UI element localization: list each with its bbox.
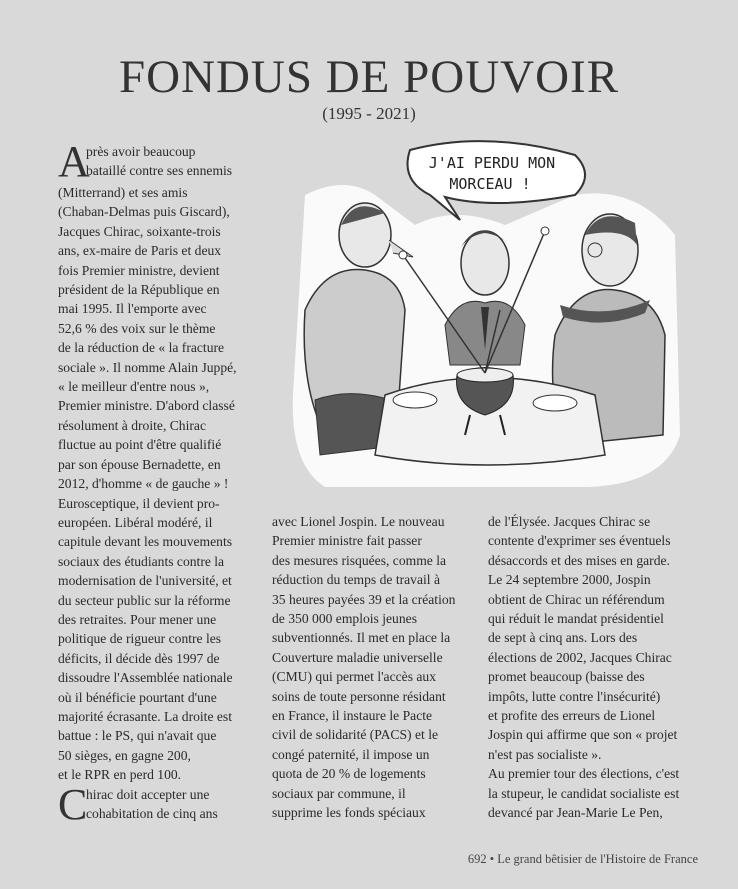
col1-line: résolument à droite, Chirac — [58, 417, 206, 433]
col2-line: Premier ministre fait passer — [272, 533, 422, 549]
speech-line-2: MORCEAU ! — [449, 175, 531, 193]
col1-line: Eurosceptique, il devient pro- — [58, 495, 220, 511]
col1-line: hirac doit accepter une — [86, 786, 210, 802]
col3-line: Jospin qui affirme que son « projet — [488, 727, 678, 743]
col1-line: des retraites. Pour mener une — [58, 611, 217, 627]
col1-line: 50 sièges, en gagne 200, — [58, 747, 191, 763]
col3-line: Le 24 septembre 2000, Jospin — [488, 572, 651, 588]
col1-line: capitule devant les mouvements — [58, 534, 233, 550]
col2-line: supprime les fonds spéciaux — [272, 805, 426, 821]
col3-line: Au premier tour des élections, c'est — [488, 766, 680, 782]
col3-line: désaccords et des mises en garde. — [488, 552, 670, 568]
col1-line: fluctue au point d'être qualifié — [58, 437, 222, 453]
col2-line: subventionnés. Il met en place la — [272, 630, 451, 646]
col1-line: fois Premier ministre, devient — [58, 262, 220, 278]
col1-line: Jacques Chirac, soixante-trois — [58, 223, 221, 239]
col2-line: en France, il instaure le Pacte — [272, 708, 433, 724]
page-footer: 692 • Le grand bêtisier de l'Histoire de France — [467, 852, 698, 866]
col1-line: politique de rigueur contre les — [58, 631, 222, 647]
col1-line: où il bénéficie pourtant d'une — [58, 689, 217, 705]
col2-line: avec Lionel Jospin. Le nouveau — [272, 514, 445, 529]
col1-line: mai 1995. Il l'emporte avec — [58, 301, 207, 317]
col1-line: dissoudre l'Assemblée nationale — [58, 670, 233, 686]
col1-line: déficits, il décide dès 1997 de — [58, 650, 220, 666]
col2-line: congé paternité, il impose un — [272, 746, 430, 762]
col1-line: sociaux des étudiants contre la — [58, 553, 225, 569]
col1-line: Premier ministre. D'abord classé — [58, 398, 235, 414]
col1-line: ans, ex-maire de Paris et deux — [58, 243, 222, 259]
col3-line: devancé par Jean-Marie Le Pen, — [488, 805, 663, 821]
col3-line: contente d'exprimer ses éventuels — [488, 533, 671, 549]
page-title: FONDUS DE POUVOIR — [118, 51, 620, 103]
col2-line: 35 heures payées 39 et la création — [272, 591, 456, 607]
col2-line: de 350 000 emplois jeunes — [272, 611, 417, 627]
col2-line: réduction du temps de travail à — [272, 572, 440, 588]
col1-line: majorité écrasante. La droite est — [58, 708, 232, 724]
col3-line: n'est pas socialiste ». — [488, 746, 602, 762]
col1-line: européen. Libéral modéré, il — [58, 514, 213, 530]
col1-line: sociale ». Il nomme Alain Juppé, — [58, 359, 237, 375]
column-2 — [272, 512, 477, 823]
col3-line: élections de 2002, Jacques Chirac — [488, 649, 672, 665]
col1-line: par son épouse Bernadette, en — [58, 456, 221, 472]
col1-line: cohabitation de cinq ans — [86, 806, 218, 821]
col1-line: président de la République en — [58, 282, 220, 298]
col2-line: (CMU) qui permet l'accès aux — [272, 669, 437, 685]
col2-line: des mesures risquées, comme la — [272, 552, 447, 568]
col1-line: 2012, d'homme « de gauche » ! — [58, 476, 229, 492]
col1-line: modernisation de l'université, et — [58, 573, 232, 589]
col3-line: de l'Élysée. Jacques Chirac se — [488, 514, 651, 529]
col3-line: la stupeur, le candidat socialiste est — [488, 785, 680, 801]
col1-line: (Chaban-Delmas puis Giscard), — [58, 204, 230, 220]
dropcap-a: A — [58, 137, 90, 186]
col2-line: civil de solidarité (PACS) et le — [272, 727, 438, 743]
col3-line: qui réduit le mandat présidentiel — [488, 611, 664, 627]
column-1 — [58, 137, 258, 829]
col2-line: Couverture maladie universelle — [272, 649, 443, 665]
col1-line: battue : le PS, qui n'avait que — [58, 728, 217, 744]
col3-line: de sept à cinq ans. Lors des — [488, 630, 638, 646]
col2-line: sociaux par commune, il — [272, 785, 406, 801]
col3-line: et profite des erreurs de Lionel — [488, 708, 656, 724]
col3-line: obtient de Chirac un référendum — [488, 591, 665, 607]
cartoon-illustration — [285, 135, 685, 490]
col1-line: du secteur public sur la réforme — [58, 592, 231, 608]
speech-line-1: J'AI PERDU MON — [428, 154, 556, 172]
col2-line: soins de toute personne résidant — [272, 688, 446, 704]
col1-line: près avoir beaucoup — [86, 144, 196, 159]
col1-line: « le meilleur d'entre nous », — [58, 379, 210, 395]
col1-line: de la réduction de « la fracture — [58, 340, 225, 356]
col1-line: bataillé contre ses ennemis — [86, 163, 233, 179]
col3-line: promet beaucoup (baisse des — [488, 669, 645, 685]
dropcap-c: C — [58, 779, 88, 829]
column-3 — [488, 512, 703, 823]
col1-line: (Mitterrand) et ses amis — [58, 185, 188, 200]
col2-line: quota de 20 % de logements — [272, 766, 426, 782]
col3-line: impôts, lutte contre l'insécurité) — [488, 688, 661, 704]
col1-line: 52,6 % des voix sur le thème — [58, 320, 216, 336]
page-subtitle: (1995 - 2021) — [322, 104, 416, 123]
col1-line: et le RPR en perd 100. — [58, 767, 182, 783]
